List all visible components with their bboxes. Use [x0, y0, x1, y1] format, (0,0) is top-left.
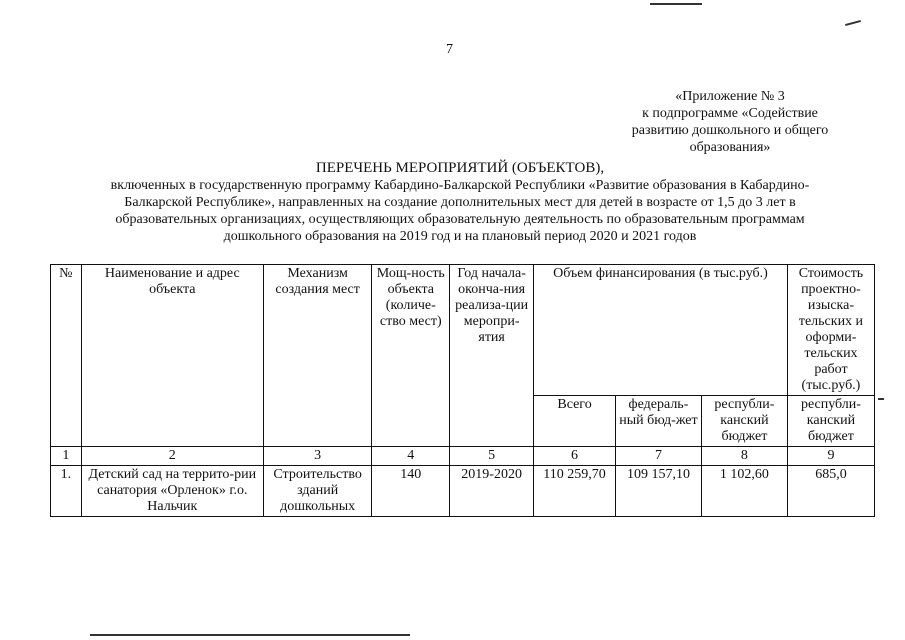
column-number: 6 [534, 447, 616, 466]
table-header-row [51, 265, 875, 396]
header-cost-republic: республи-канский бюджет [787, 396, 874, 447]
column-number: 5 [450, 447, 534, 466]
row-total: 110 259,70 [534, 466, 616, 517]
row-mechanism: Строительство зданий дошкольных [263, 466, 372, 517]
scan-artifact [90, 634, 410, 636]
appendix-line: к подпрограмме «Содействие [642, 106, 818, 121]
header-capacity: Мощ-ность объекта (количе-ство мест) [372, 265, 450, 447]
appendix-header [600, 88, 860, 156]
scan-artifact [845, 20, 861, 26]
title-line: Балкарской Республике», направленных на создание дополнительных мест для детей в возрасте от 1,5 до 3 лет в [124, 195, 796, 210]
header-year: Год начала-оконча-ния реализа-ции меропри-ятия [450, 265, 534, 447]
table-row [51, 466, 875, 517]
row-federal: 109 157,10 [615, 466, 701, 517]
header-cost: Стоимость проектно-изыска-тельских и оформи-тельских работ (тыс.руб.) [787, 265, 874, 396]
row-cost-republic: 685,0 [787, 466, 874, 517]
column-number: 3 [263, 447, 372, 466]
column-number: 4 [372, 447, 450, 466]
row-num: 1. [51, 466, 82, 517]
header-num: № [51, 265, 82, 447]
document-title [60, 160, 860, 245]
column-number: 9 [787, 447, 874, 466]
column-number: 2 [81, 447, 263, 466]
header-total: Всего [534, 396, 616, 447]
header-federal: федераль-ный бюд-жет [615, 396, 701, 447]
column-number: 7 [615, 447, 701, 466]
title-line: образовательных организациях, осуществляющих образовательную деятельность по образовательным программам [115, 212, 805, 227]
appendix-line: «Приложение № 3 [675, 89, 785, 104]
row-republic: 1 102,60 [701, 466, 787, 517]
title-line: дошкольного образования на 2019 год и на плановый период 2020 и 2021 годов [223, 229, 697, 244]
column-number-row [51, 447, 875, 466]
header-republic: республи-канский бюджет [701, 396, 787, 447]
events-table [50, 264, 875, 517]
row-name: Детский сад на террито-рии санатория «Орленок» г.о. Нальчик [81, 466, 263, 517]
row-capacity: 140 [372, 466, 450, 517]
title-heading: ПЕРЕЧЕНЬ МЕРОПРИЯТИЙ (ОБЪЕКТОВ), [315, 160, 605, 176]
appendix-line: развитию дошкольного и общего [631, 123, 829, 138]
header-financing: Объем финансирования (в тыс.руб.) [534, 265, 788, 396]
column-number: 1 [51, 447, 82, 466]
title-line: включенных в государственную программу Кабардино-Балкарской Республики «Развитие образования в Кабардино- [110, 178, 810, 193]
header-mechanism: Механизм создания мест [263, 265, 372, 447]
row-year: 2019-2020 [450, 466, 534, 517]
scan-artifact [878, 398, 884, 400]
header-name: Наименование и адрес объекта [81, 265, 263, 447]
appendix-line: образования» [689, 140, 771, 155]
column-number: 8 [701, 447, 787, 466]
scan-artifact [650, 3, 702, 5]
page-number: 7 [446, 42, 453, 57]
